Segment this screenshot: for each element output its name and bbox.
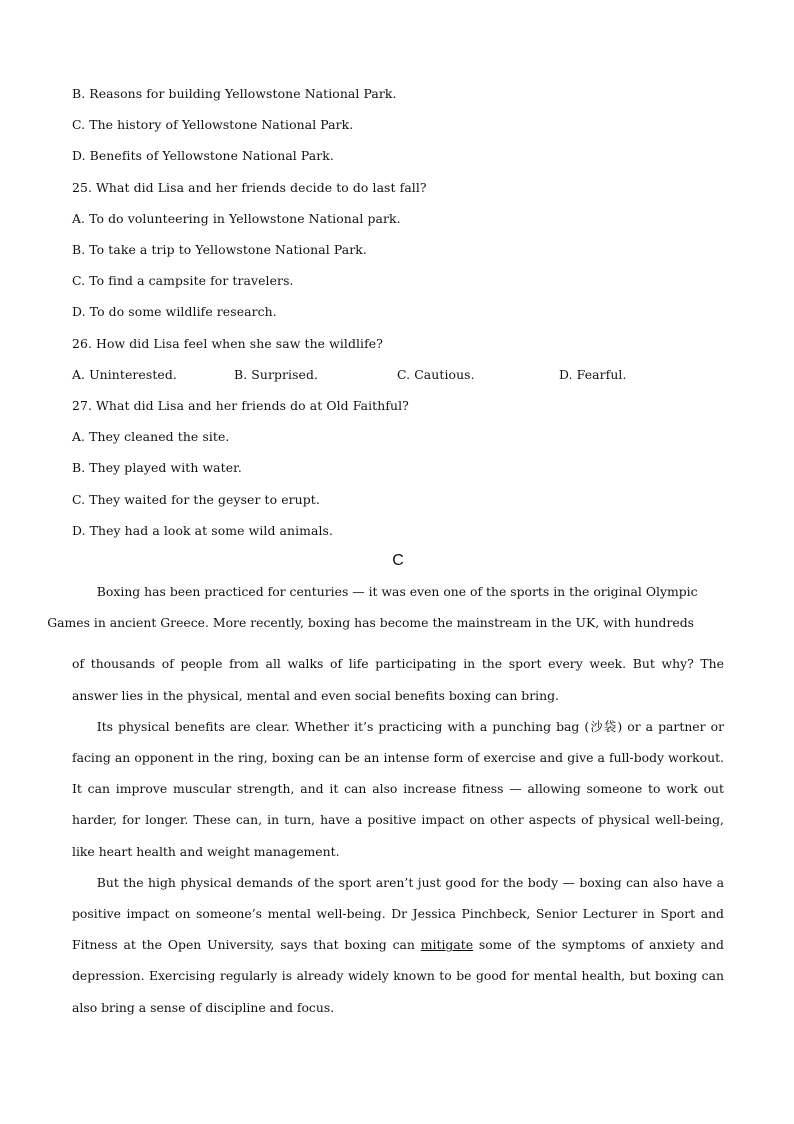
q24-option-c: C. The history of Yellowstone National Park. <box>72 117 354 133</box>
q25-option-d: D. To do some wildlife research. <box>72 304 277 320</box>
passage-paragraph-1-rest: of thousands of people from all walks of life participating in the sport every week. But why? The answer lies in the physical, mental and even social benefits boxing can bring. <box>72 656 724 703</box>
exam-page <box>47 78 724 1023</box>
underlined-word-mitigate: mitigate <box>420 937 474 953</box>
passage-paragraph-2: Its physical benefits are clear. Whether it’s practicing with a punching bag (沙袋) or a partner or facing an opponent in the ring, boxing can be an intense form of exercise and give a full-body workout. It can improve muscular strength, and it can also increase fitness — allowing someone to work out harder, for longer. These can, in turn, have a positive impact on other aspects of physical well-being, like heart health and weight management. <box>72 718 724 859</box>
q25-question: 25. What did Lisa and her friends decide to do last fall? <box>72 179 427 195</box>
passage-p3-after: some of the symptoms of anxiety and depression. Exercising regularly is already widely known to be good for mental health, but boxing can also bring a sense of discipline and focus. <box>72 937 724 1015</box>
passage-p1-line1: Boxing has been practiced for centuries — it was even one of the sports in the original Olympic <box>96 584 698 600</box>
q26-option-c: C. Cautious. <box>397 366 475 382</box>
q27-option-d: D. They had a look at some wild animals. <box>72 522 334 538</box>
q26-option-d: D. Fearful. <box>559 366 627 382</box>
q27-option-c: C. They waited for the geyser to erupt. <box>72 491 320 507</box>
q25-option-a: A. To do volunteering in Yellowstone National park. <box>72 210 401 226</box>
q27-option-a: A. They cleaned the site. <box>72 429 230 445</box>
passage-p3-before: But the high physical demands of the sport aren’t just good for the body — boxing can also have a positive impact on someone’s mental well-being. Dr Jessica Pinchbeck, Senior Lecturer in Sport and Fitness at the Open University, says that boxing can <box>72 874 724 953</box>
q27-question: 27. What did Lisa and her friends do at Old Faithful? <box>72 398 409 414</box>
q25-option-c: C. To find a campsite for travelers. <box>72 273 294 289</box>
q25-option-b: B. To take a trip to Yellowstone National Park. <box>72 242 367 258</box>
section-heading-c: C <box>392 552 404 570</box>
q27-option-b: B. They played with water. <box>72 460 242 476</box>
passage-p1-line2: Games in ancient Greece. More recently, boxing has become the mainstream in the UK, with hundreds <box>47 615 695 631</box>
q26-question: 26. How did Lisa feel when she saw the wildlife? <box>72 335 383 351</box>
passage-paragraph-3 <box>72 867 724 1023</box>
line-gap <box>72 638 724 648</box>
passage-paragraph-1 <box>47 576 724 638</box>
q26-option-b: B. Surprised. <box>234 366 319 382</box>
q24-option-d: D. Benefits of Yellowstone National Park. <box>72 148 334 164</box>
q26-options <box>72 359 724 390</box>
q26-option-a: A. Uninterested. <box>72 366 177 382</box>
q24-option-b: B. Reasons for building Yellowstone National Park. <box>72 86 397 101</box>
